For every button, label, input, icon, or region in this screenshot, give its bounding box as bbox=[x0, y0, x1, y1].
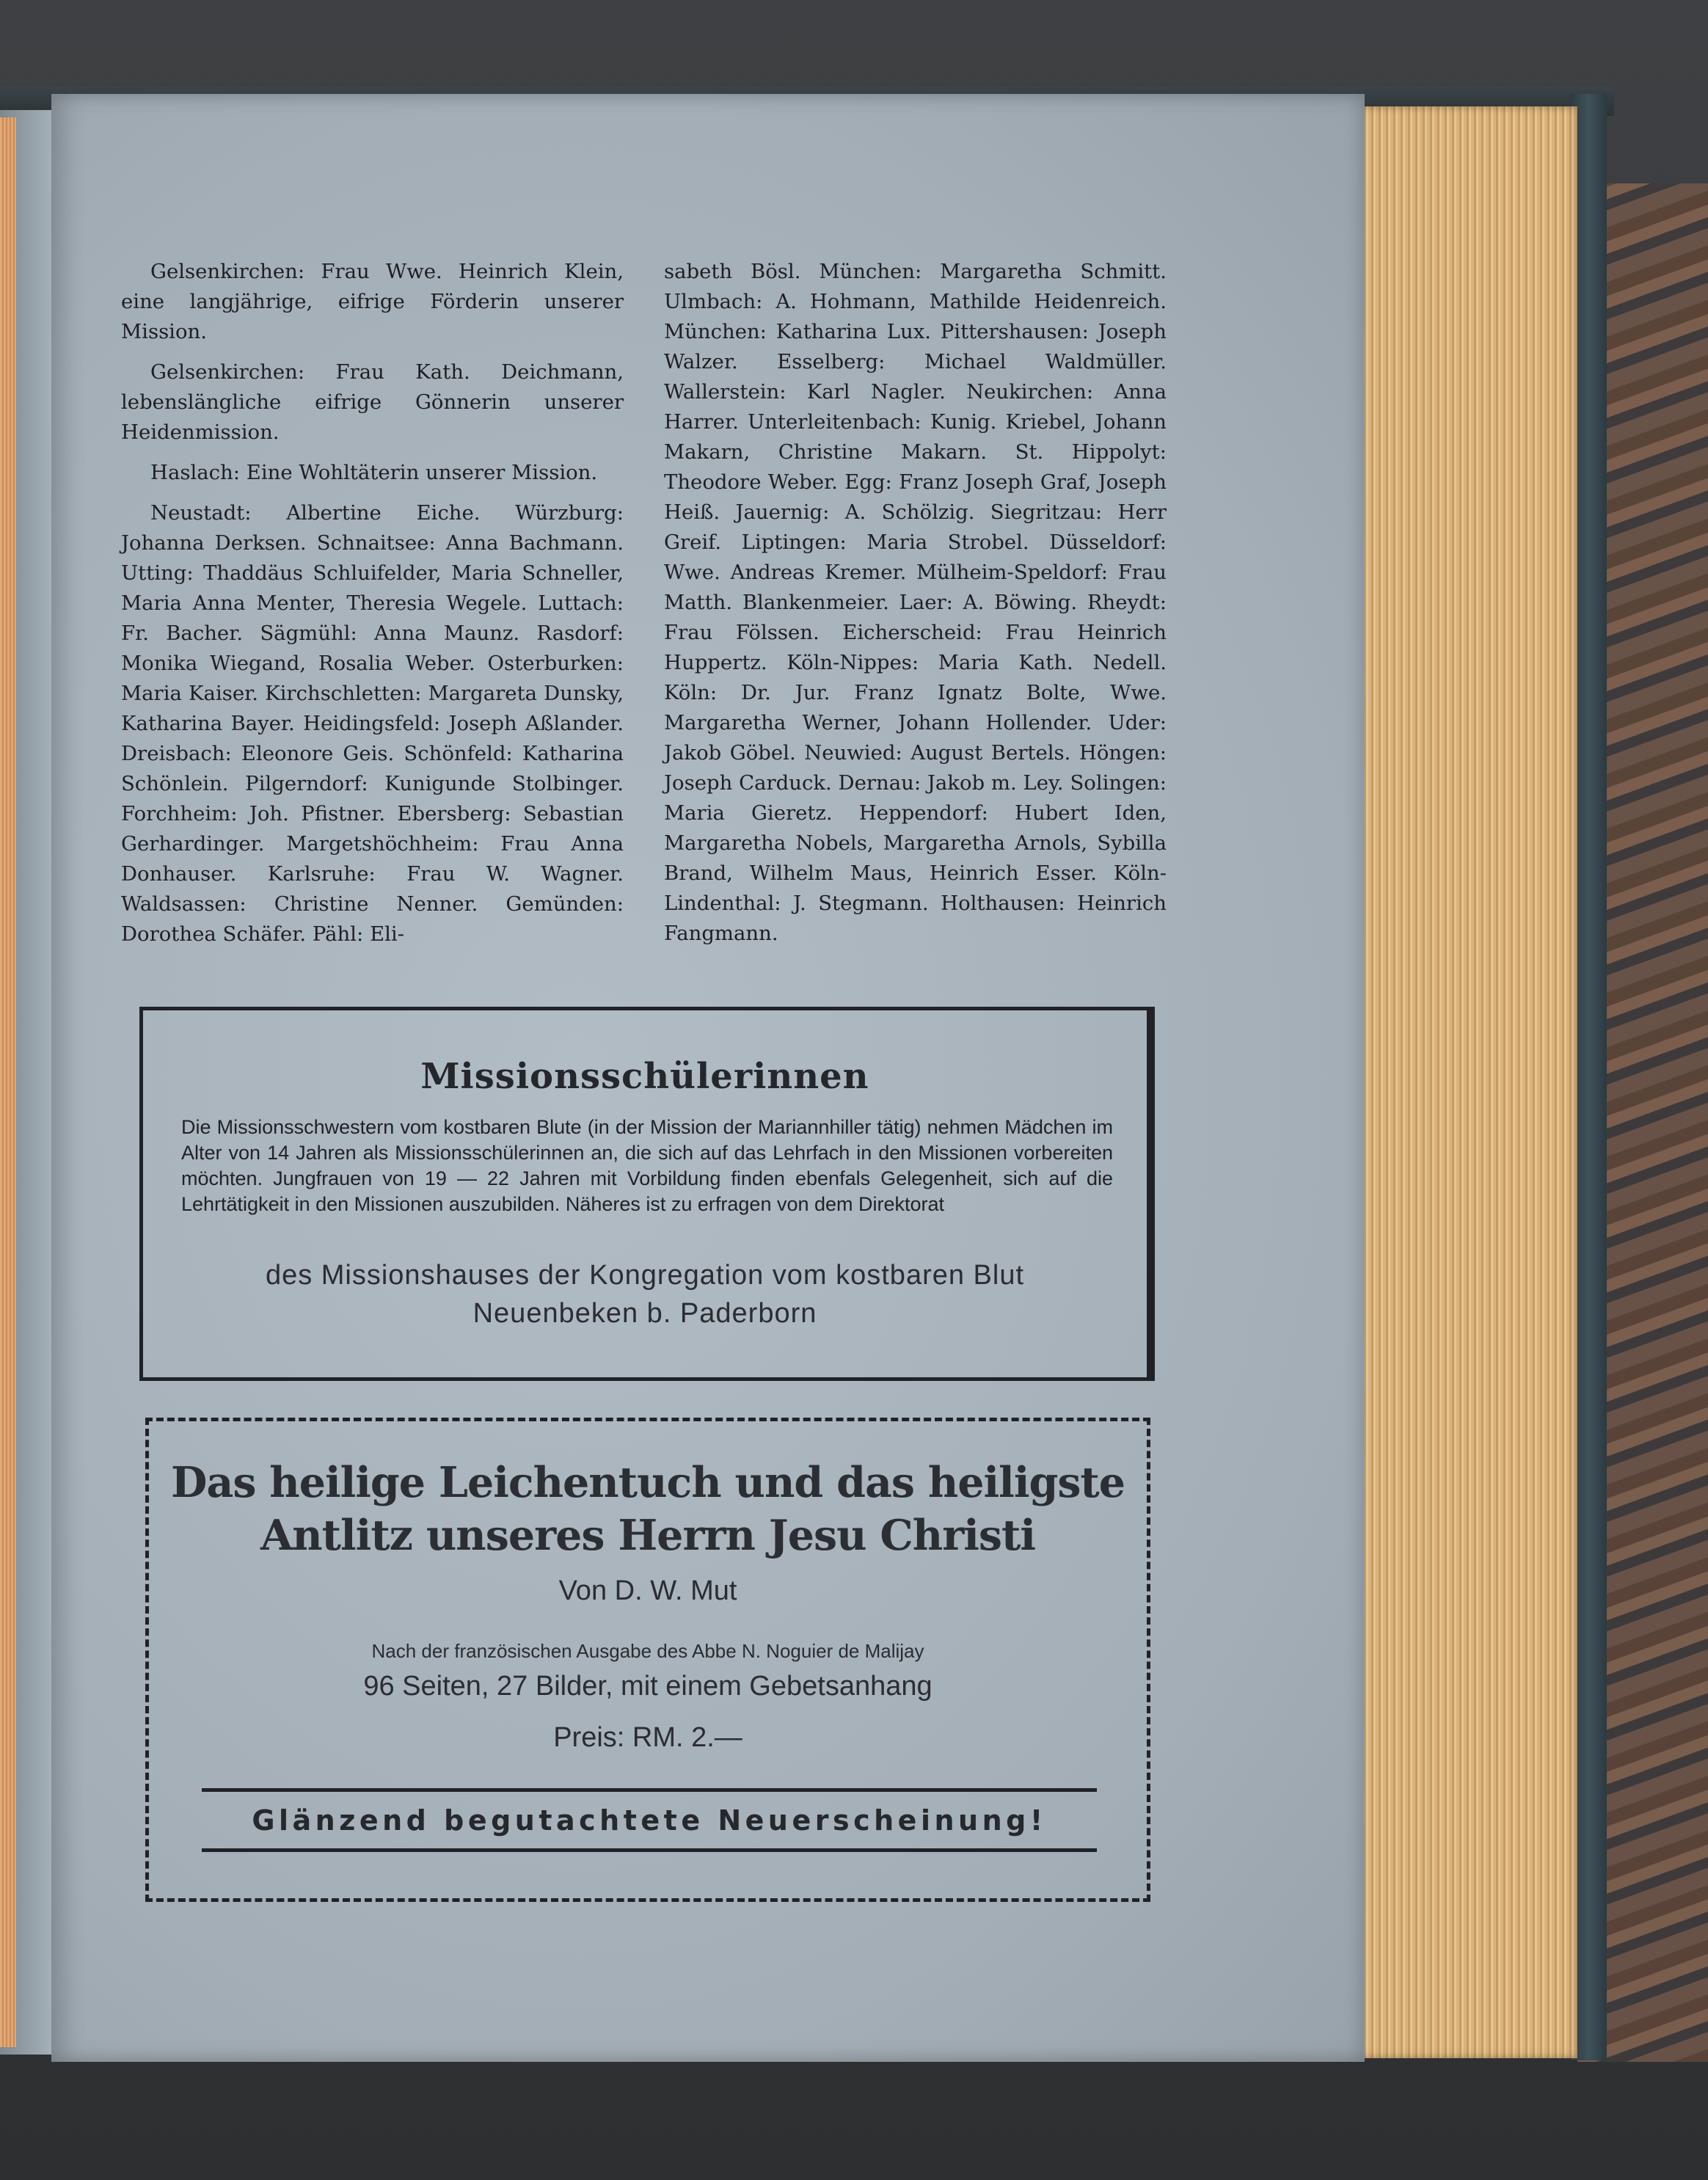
banner-rule-top bbox=[202, 1788, 1097, 1792]
ad-title: Missionsschülerinnen bbox=[420, 1056, 869, 1097]
ad-body: Die Missionsschwestern vom kostbaren Blute (in der Mission der Mariannhiller tätig) nehmen Mädchen im Alter von 14 Jahren als Missionsschülerinnen an, die sich auf das Lehrfach in den Missionen vorbereiten möchten. Jungfrauen von 19 — 22 Jahren mit Vorbildung finden ebenfals Gelegenheit, sich auf die Lehrtätigkeit in den Missionen auszubilden. Näheres ist zu erfragen von dem Direktorat bbox=[181, 1116, 1113, 1215]
donor-list-right-column bbox=[664, 257, 1167, 959]
donor-list-left-column bbox=[121, 257, 624, 960]
book-price: Preis: RM. 2.— bbox=[553, 1722, 742, 1753]
facing-page-gilt-edge bbox=[0, 117, 16, 2047]
mission-school-advertisement bbox=[139, 1007, 1150, 1381]
donor-paragraph: Gelsenkirchen: Frau Kath. Deichmann, lebenslängliche eifrige Gönnerin unserer Heidenmission. bbox=[121, 360, 624, 444]
donor-paragraph: Gelsenkirchen: Frau Wwe. Heinrich Klein, eine langjährige, eifrige Förderin unserer Mission. bbox=[121, 260, 624, 343]
book-advertisement bbox=[145, 1418, 1150, 1902]
book-title-line2: Antlitz unseres Herrn Jesu Christi bbox=[260, 1511, 1035, 1560]
donor-paragraph: sabeth Bösl. München: Margaretha Schmitt. Ulmbach: A. Hohmann, Mathilde Heidenreich. München: Katharina Lux. Pittershausen: Joseph Walzer. Esselberg: Michael Waldmüller. Wallerstein: Karl Nagler. Neukirchen: Anna Harrer. Unterleitenbach: Kunig. Kriebel, Johann Makarn, Christine Makarn. St. Hippolyt: Theodore Weber. Egg: Franz Joseph Graf, Joseph Heiß. Jauernig: A. Schölzig. Siegritzau: Herr Greif. Liptingen: Maria Strobel. Düsseldorf: Wwe. Andreas Kremer. Mülheim-Speldorf: Frau Matth. Blankenmeier. Laer: A. Böwing. Rheydt: Frau Fölssen. Eicherscheid: Frau Heinrich Huppertz. Köln-Nippes: Maria Kath. Nedell. Köln: Dr. Jur. Franz Ignatz Bolte, Wwe. Margaretha Werner, Johann Hollender. Uder: Jakob Göbel. Neuwied: August Bertels. Höngen: Joseph Carduck. Dernau: Jakob m. Ley. Solingen: Maria Gieretz. Heppendorf: Hubert Iden, Margaretha Nobels, Margaretha Arnols, Sybilla Brand, Wilhelm Maus, Heinrich Esser. Köln-Lindenthal: J. Stegmann. Holthausen: Heinrich Fangmann. bbox=[664, 260, 1167, 945]
book-source: Nach der französischen Ausgabe des Abbe N. Noguier de Malijay bbox=[371, 1640, 924, 1662]
banner-rule-bottom bbox=[202, 1848, 1097, 1852]
book-details: 96 Seiten, 27 Bilder, mit einem Gebetsanhang bbox=[363, 1671, 933, 1702]
book-banner: Glänzend begutachtete Neuerscheinung! bbox=[252, 1804, 1047, 1837]
donor-paragraph: Neustadt: Albertine Eiche. Würzburg: Johanna Derksen. Schnaitsee: Anna Bachmann. Utting: Thaddäus Schluifelder, Maria Schneller, Maria Anna Menter, Theresia Wegele. Luttach: Fr. Bacher. Sägmühl: Anna Maunz. Rasdorf: Monika Wiegand, Rosalia Weber. Osterburken: Maria Kaiser. Kirchschletten: Margareta Dunsky, Katharina Bayer. Heidingsfeld: Joseph Aßlander. Dreisbach: Eleonore Geis. Schönfeld: Katharina Schönlein. Pilgerndorf: Kunigunde Stolbinger. Forchheim: Joh. Pfistner. Ebersberg: Sebastian Gerhardinger. Margetshöchheim: Frau Anna Donhauser. Karlsruhe: Frau W. Wagner. Waldsassen: Christine Nenner. Gemünden: Dorothea Schäfer. Pähl: Eli- bbox=[121, 501, 624, 946]
donor-paragraph: Haslach: Eine Wohltäterin unserer Mission. bbox=[150, 461, 598, 484]
book-title-line1: Das heilige Leichentuch und das heiligste bbox=[170, 1458, 1125, 1507]
ad-address-line: des Missionshauses der Kongregation vom kostbaren Blut bbox=[265, 1260, 1025, 1291]
book-author: Von D. W. Mut bbox=[558, 1575, 737, 1606]
page-block-edges bbox=[1354, 106, 1577, 2058]
ad-address-place: Neuenbeken b. Paderborn bbox=[472, 1298, 817, 1329]
